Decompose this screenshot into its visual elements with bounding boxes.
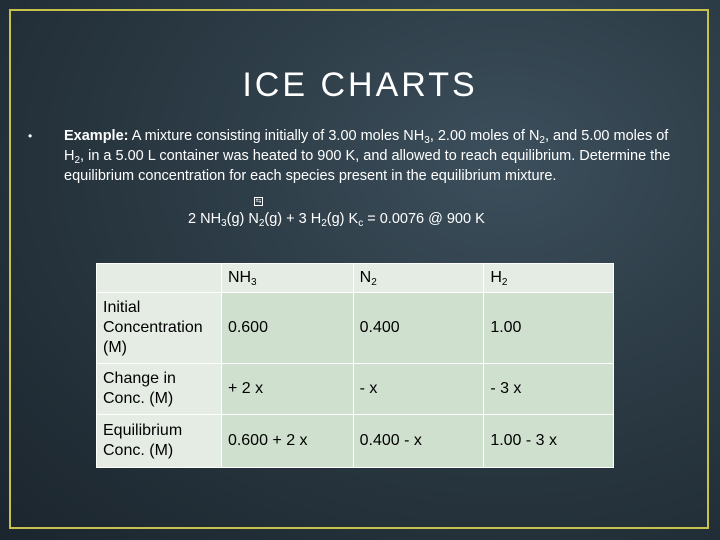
example-bullet <box>28 126 686 186</box>
equation-part: (g) K <box>326 211 359 227</box>
table-header-row <box>97 264 614 293</box>
row-label-change: Change in Conc. (M) <box>97 364 222 415</box>
subscript: c <box>358 218 364 229</box>
example-text: , and 5.00 moles of H <box>64 128 669 164</box>
row-label-initial: Initial Concentration (M) <box>97 293 222 364</box>
subscript: 2 <box>258 218 265 229</box>
table-row <box>97 364 614 415</box>
table-corner-cell <box>97 264 222 293</box>
row-label-equilibrium: Equilibrium Conc. (M) <box>97 415 222 468</box>
subscript: 3 <box>424 135 430 146</box>
example-label: Example: <box>64 128 129 144</box>
column-header-nh3: $NH_3$ <box>221 264 353 293</box>
bullet-dot: • <box>28 129 33 143</box>
example-paragraph <box>46 126 686 186</box>
subscript: 2 <box>539 135 545 146</box>
table-cell: - 3 x <box>484 364 614 415</box>
example-text: , in a 5.00 L container was heated to 900 K, and allowed to reach equilibrium. Determine the equilibrium concentration for each species present in the equilibrium mixture. <box>64 148 671 184</box>
equation-part: (g) + 3 H <box>264 211 322 227</box>
equation-part: 2 NH <box>188 211 222 227</box>
column-header-n2: $N_2$ <box>353 264 484 293</box>
table-cell: - x <box>353 364 484 415</box>
table-row <box>97 293 614 364</box>
subscript: 2 <box>321 218 327 229</box>
table-cell: 0.600 + 2 x <box>221 415 353 468</box>
table-cell: 1.00 - 3 x <box>484 415 614 468</box>
subscript: 3 <box>221 218 227 229</box>
ice-table <box>96 263 614 468</box>
table-cell: 0.600 <box>221 293 353 364</box>
slide-title: ICE CHARTS <box>242 66 478 104</box>
equilibrium-arrow-icon: ⇆ <box>255 198 262 205</box>
table-cell: 0.400 <box>353 293 484 364</box>
equation-part: (g) N <box>226 211 259 227</box>
table-cell: 0.400 - x <box>353 415 484 468</box>
table-row <box>97 415 614 468</box>
column-header-h2: $H_2$ <box>484 264 614 293</box>
example-text: , 2.00 moles of N <box>429 128 540 144</box>
equation-part: = 0.0076 @ 900 K <box>363 211 485 227</box>
subscript: 2 <box>74 155 81 166</box>
table-cell: 1.00 <box>484 293 614 364</box>
example-text: A mixture consisting initially of 3.00 moles NH <box>128 128 425 144</box>
table-cell: + 2 x <box>221 364 353 415</box>
reaction-equation <box>188 211 485 227</box>
